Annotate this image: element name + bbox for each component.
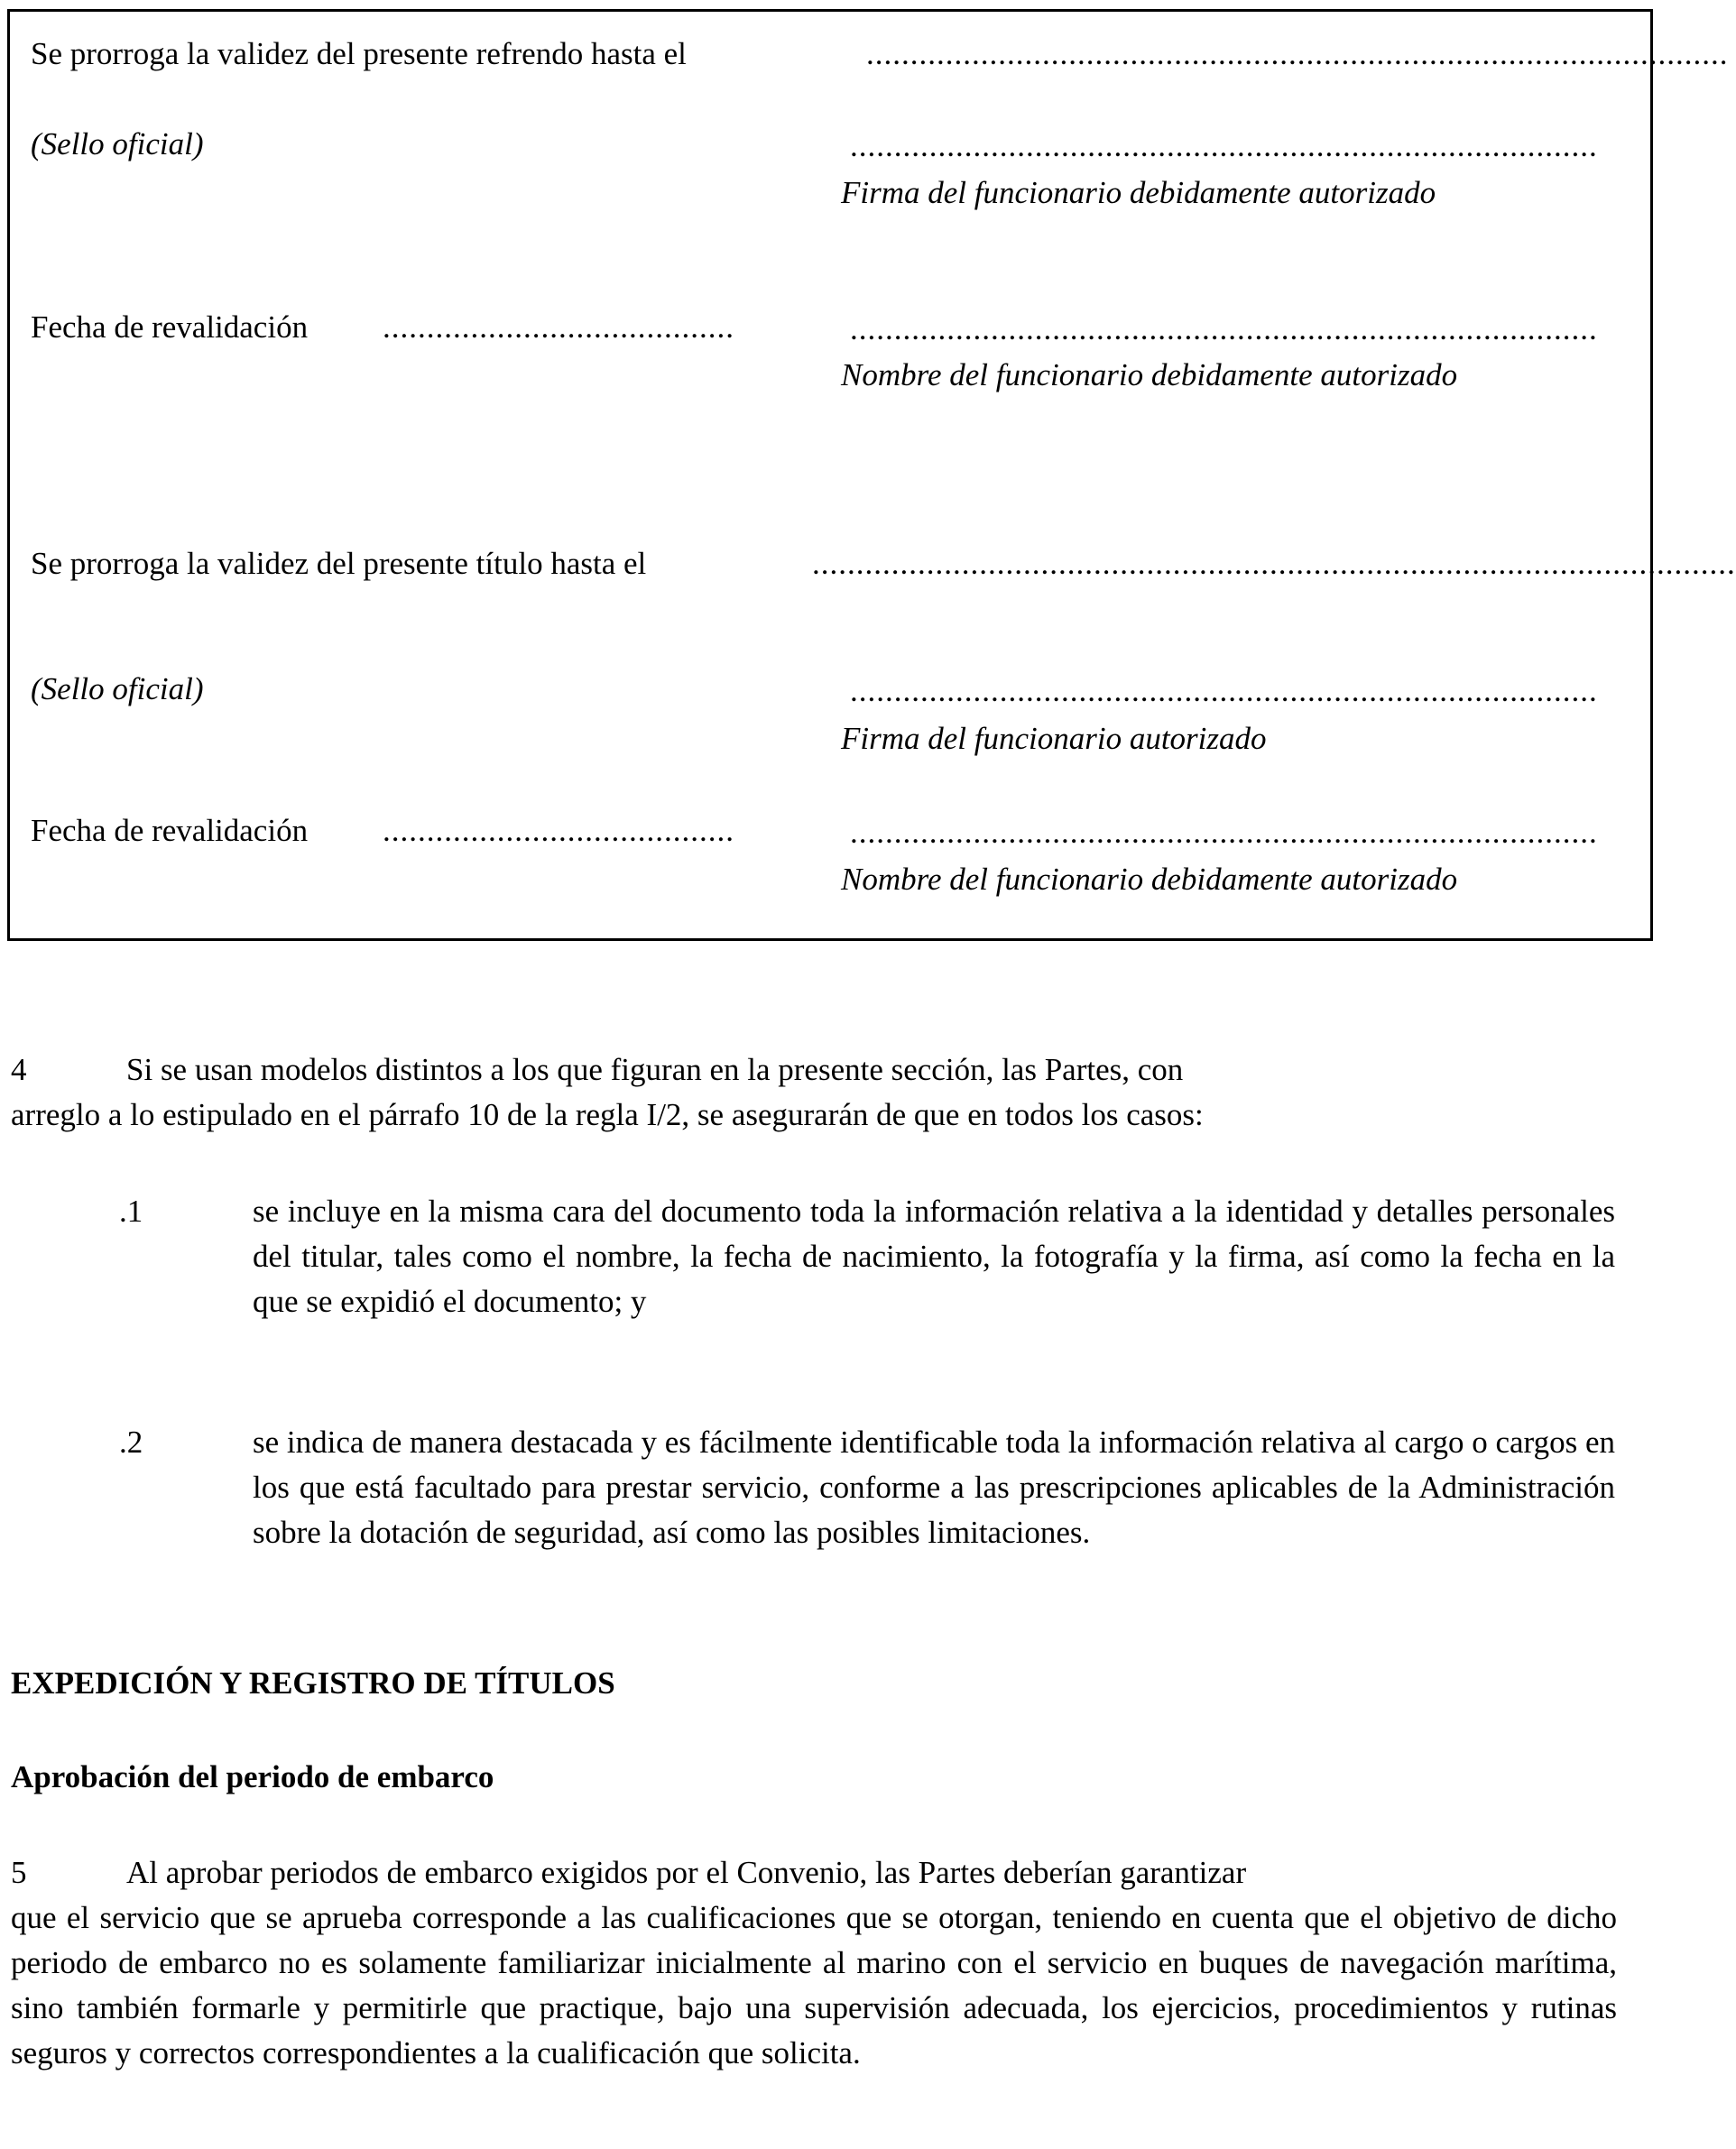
section-subheading: Aprobación del periodo de embarco xyxy=(11,1759,494,1794)
item-2-number: .2 xyxy=(119,1425,143,1460)
official-seal-label-1: (Sello oficial) xyxy=(31,126,204,161)
signature-caption-1: Firma del funcionario debidamente autorizado xyxy=(841,175,1436,210)
official-seal-label-2: (Sello oficial) xyxy=(31,671,204,706)
item-1-number: .1 xyxy=(119,1194,143,1229)
signature-caption-2: Firma del funcionario autorizado xyxy=(841,721,1267,756)
extension-title-date-field[interactable]: ......................................................................................................... xyxy=(812,546,1736,581)
revalidation-date-label-2: Fecha de revalidación xyxy=(31,813,309,848)
section-heading: EXPEDICIÓN Y REGISTRO DE TÍTULOS xyxy=(11,1665,615,1701)
name-caption-1: Nombre del funcionario debidamente autorizado xyxy=(841,357,1458,392)
signature-field-2[interactable]: ..................................................................................... xyxy=(850,673,1598,708)
paragraph-5-first-line: Al aprobar periodos de embarco exigidos por el Convenio, las Partes deberían garantizar xyxy=(126,1855,1247,1890)
paragraph-4-line-2: arreglo a lo estipulado en el párrafo 10 de la regla I/2, se asegurarán de que en todos los casos: xyxy=(11,1097,1204,1132)
paragraph-5-body: que el servicio que se aprueba corresponde a las cualificaciones que se otorgan, teniendo en cuenta que el objetivo de dicho periodo de embarco no es solamente familiarizar inicialmente al marino con el servicio en buques de navegación marítima, sino también formarle y permitirle que practique, bajo una supervisión adecuada, los ejercicios, procedimientos y rutinas seguros y correctos correspondientes a la cualificación que solicita. xyxy=(11,1900,1617,2071)
item-1-text: se incluye en la misma cara del documento toda la información relativa a la identidad y detalles personales del titular, tales como el nombre, la fecha de nacimiento, la fotografía y la firma, así como la fecha en la que se expidió el documento; y xyxy=(253,1194,1615,1319)
extension-title-label: Se prorroga la validez del presente título hasta el xyxy=(31,546,647,581)
signature-field-1[interactable]: ..................................................................................... xyxy=(850,128,1598,163)
revalidation-date-label-1: Fecha de revalidación xyxy=(31,309,309,345)
revalidation-date-field-1[interactable]: ........................................ xyxy=(383,309,734,345)
item-2-text: se indica de manera destacada y es fácilmente identificable toda la información relativa al cargo o cargos en los que está facultado para prestar servicio, conforme a las prescripciones aplicables de la Administración sobre la dotación de seguridad, así como las posibles limitaciones. xyxy=(253,1425,1615,1550)
paragraph-5-number: 5 xyxy=(11,1855,27,1890)
paragraph-4-line-1: Si se usan modelos distintos a los que figuran en la presente sección, las Partes, con xyxy=(126,1052,1184,1087)
name-field-2[interactable]: ..................................................................................... xyxy=(850,815,1598,850)
paragraph-4-number: 4 xyxy=(11,1052,27,1087)
name-field-1[interactable]: ..................................................................................... xyxy=(850,311,1598,346)
revalidation-date-field-2[interactable]: ........................................ xyxy=(383,813,734,848)
extension-endorsement-label: Se prorroga la validez del presente refrendo hasta el xyxy=(31,36,687,71)
extension-endorsement-date-field[interactable]: .................................................................................................. xyxy=(866,36,1729,71)
name-caption-2: Nombre del funcionario debidamente autorizado xyxy=(841,862,1458,897)
